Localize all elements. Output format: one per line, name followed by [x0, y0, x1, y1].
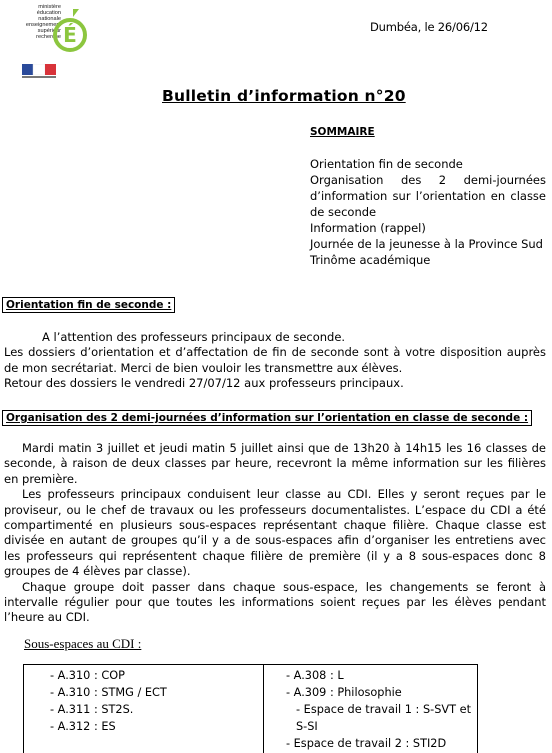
- section-heading-orientation: Orientation fin de seconde :: [2, 297, 175, 313]
- ministry-e-letter: É: [63, 23, 77, 47]
- summary-heading: SOMMAIRE: [310, 126, 375, 138]
- summary-block: [310, 124, 546, 268]
- paragraph: A l’attention des professeurs principaux de seconde.: [42, 330, 346, 344]
- summary-item: Organisation des 2 demi-journées d’information sur l’orientation en classe de seconde: [310, 173, 546, 219]
- cdi-list-item: - A.310 : COP: [50, 669, 125, 682]
- ministry-logo-text: ministère éducation nationale enseignement supérieur recherche: [25, 4, 61, 41]
- paragraph: Chaque groupe doit passer dans chaque sous-espace, les changements se feront à intervalle régulier pour que toutes les informations soient reçues par les élèves pendant l’heure au CDI.: [4, 579, 546, 625]
- summary-item: Journée de la jeunesse à la Province Sud: [310, 237, 543, 251]
- cdi-subspaces-heading: Sous-espaces au CDI :: [24, 636, 142, 651]
- cdi-table-right-column: [264, 665, 477, 753]
- ministry-logo: [8, 4, 88, 82]
- republique-flag-icon: [22, 64, 56, 75]
- cdi-list-item: - A.308 : L: [286, 669, 344, 682]
- summary-item: Information (rappel): [310, 221, 426, 235]
- cdi-list-subitem: - Espace de travail 2 : STI2D: [286, 737, 447, 750]
- document-date: Dumbéa, le 26/06/12: [370, 20, 488, 34]
- cdi-list-item: - A.311 : ST2S.: [50, 703, 134, 716]
- summary-item: Orientation fin de seconde: [310, 157, 463, 171]
- ministry-e-logo-icon: [52, 6, 88, 56]
- cdi-list-subitem: - Espace de travail 1 : S-SVT et S-SI: [296, 703, 471, 733]
- cdi-subspaces-table: [23, 664, 478, 753]
- cdi-list-item: - A.310 : STMG / ECT: [50, 686, 167, 699]
- summary-item: Trinôme académique: [310, 253, 431, 267]
- paragraph: Les professeurs principaux conduisent leur classe au CDI. Elles y seront reçues par le proviseur, ou le chef de travaux ou les professeurs documentalistes. L’espace du CDI a été compartimenté en plusieurs sous-espaces représentant chaque filière. Chaque classe est divisée en autant de groupes qu’il y a de sous-espaces afin d’organiser les entretiens avec les professeurs qui représentent chaque filière de première (il y a 8 sous-espaces donc 8 groupes de 4 élèves par classe).: [4, 487, 546, 579]
- paragraph: Mardi matin 3 juillet et jeudi matin 5 juillet ainsi que de 13h20 à 14h15 les 16 classes de seconde, à raison de deux classes par heure, recevront la même information sur les filières en première.: [4, 441, 546, 486]
- bulletin-title: Bulletin d’information n°20: [162, 87, 406, 105]
- section-body-orientation: [4, 330, 546, 392]
- cdi-table-left-column: [24, 665, 264, 753]
- cdi-list-item: - A.309 : Philosophie: [286, 686, 402, 699]
- republique-caption-bar: [22, 76, 56, 78]
- paragraph: Retour des dossiers le vendredi 27/07/12 aux professeurs principaux.: [4, 376, 404, 391]
- cdi-list-item: - A.312 : ES: [50, 720, 116, 733]
- paragraph: Les dossiers d’orientation et d’affectation de fin de seconde sont à votre disposition auprès de mon secrétariat. Merci de bien vouloir les transmettre aux élèves.: [4, 345, 546, 375]
- section-heading-organisation: Organisation des 2 demi-journées d’information sur l’orientation en classe de seconde :: [2, 410, 532, 426]
- section-body-organisation: [4, 441, 546, 626]
